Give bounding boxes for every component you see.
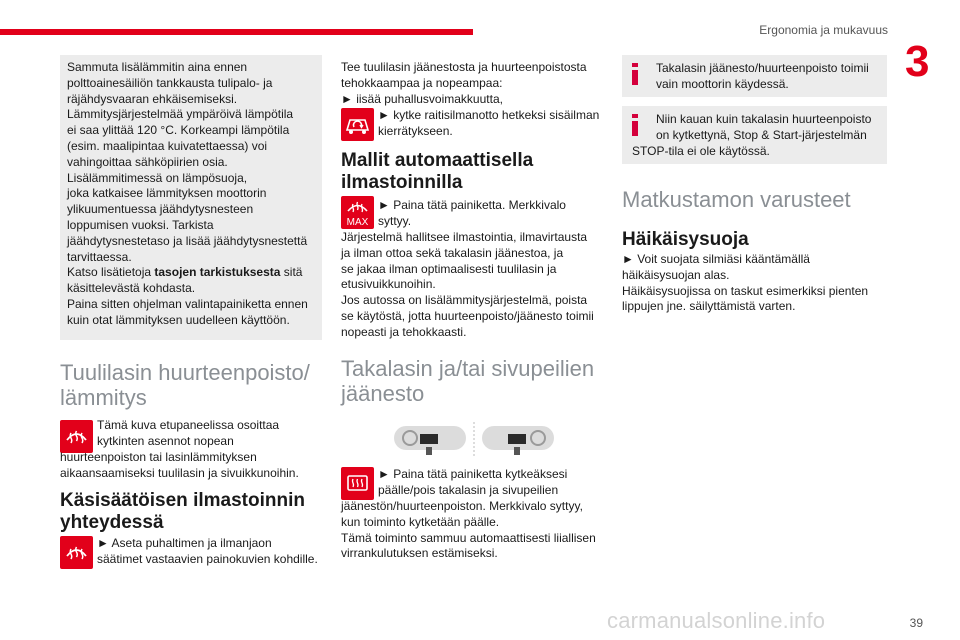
warning-box (60, 55, 322, 340)
info-box-rear-engine (622, 55, 887, 97)
visor-line: ► Voit suojata silmiäsi kääntämällä (622, 252, 810, 266)
recirculation-icon (341, 108, 374, 141)
warning-line: tarvittaessa. (67, 249, 132, 264)
warning-line: Paina sitten ohjelman valintapainiketta ennen (67, 296, 308, 311)
auto-line: se käytöstä, jotta huurteenpoisto/jäänesto toimii (341, 308, 594, 323)
rear-line: jäänestön/huurteenpoiston. Merkkivalo syttyy, (341, 499, 583, 513)
info-box-stop-start (622, 106, 887, 164)
info-line: Niin kauan kuin takalasin huurteenpoisto (656, 112, 872, 126)
col2-icon-text-1: ► kytke raitisilmanotto hetkeksi sisäilman (378, 108, 600, 122)
header-accent-bar (0, 29, 473, 35)
col2-text-3: ► iisää puhallusvoimakkuutta, (341, 92, 503, 106)
title-line: Mallit automaattisella (341, 150, 534, 171)
sun-visor-title: Häikäisysuoja (622, 229, 749, 250)
col2-icon-text-2: kierrätykseen. (378, 124, 453, 138)
warning-line: räjähdysvaaran ehkäisemiseksi. (67, 91, 238, 106)
windscreen-text-3: huurteenpoiston tai lasinlämmityksen (60, 450, 257, 464)
col2-text-1: Tee tuulilasin jäänestosta ja huurteenpoistosta (341, 60, 587, 74)
warning-line: jäähdytysnestetaso ja lisää jäähdytysnestettä (67, 233, 308, 248)
max-defrost-icon (341, 196, 374, 229)
warning-line: ylikuumentuessa jäähdytysnesteen (67, 202, 254, 217)
warning-line: joka katkaisee lämmityksen moottorin (67, 186, 267, 201)
rear-defrost-icon (341, 467, 374, 500)
warning-line: loppumisen vuoksi. Tarkista (67, 217, 214, 232)
auto-body (341, 230, 594, 341)
front-defrost-icon (60, 420, 93, 453)
auto-icon-text-1: ► Paina tätä painiketta. Merkkivalo (378, 198, 566, 212)
dashboard-button-illustration (392, 420, 556, 460)
rear-line: Tämä toiminto sammuu automaattisesti liiallisen (341, 530, 596, 545)
ref-suffix: sitä (280, 265, 303, 280)
recirculation-icon-wrap (341, 108, 374, 141)
visor-line: lippujen jne. säilyttämistä varten. (622, 299, 796, 314)
col2-text-2: tehokkaampaa ja nopeampaa: (341, 76, 503, 90)
warning-line: Lämmitysjärjestelmää ympäröivä lämpötila (67, 107, 294, 122)
title-line: ilmastoinnilla (341, 172, 463, 193)
rear-line: virrankulutuksen estämiseksi. (341, 546, 498, 561)
title-line: Tuulilasin huurteenpoisto/ (60, 360, 310, 385)
chapter-number: 3 (905, 37, 930, 86)
rear-line: kun toiminto kytketään päälle. (341, 514, 500, 529)
warning-line: Lisälämmitimessä on lämpösuoja, (67, 170, 248, 185)
warning-line: käsittelevästä kohdasta. (67, 281, 196, 296)
warning-line: polttoainesäiliön tankkausta tulipalo- ja (67, 75, 273, 90)
sun-visor-body (622, 252, 868, 315)
warning-line: ei saa ylittää 120 °C. Korkeampi lämpötila (67, 123, 290, 138)
max-label: MAX (346, 217, 369, 228)
auto-icon-text-2: syttyy. (378, 214, 412, 228)
front-defrost-icon (60, 536, 93, 569)
auto-climate-title (341, 150, 533, 194)
max-icon-wrap (341, 196, 374, 229)
rear-icon-text-1: ► Paina tätä painiketta kytkeäksesi (378, 467, 568, 481)
auto-line: Jos autossa on lisälämmitysjärjestelmä, poista (341, 293, 588, 308)
rear-body (341, 499, 596, 562)
watermark: carmanualsonline.info (607, 608, 826, 633)
rear-icon-wrap (341, 467, 374, 500)
warning-line: (esim. maalipintaa kuivatettaessa) voi (67, 138, 268, 153)
windscreen-text-1: Tämä kuva etupaneelissa osoittaa (97, 418, 280, 432)
auto-line: ja ilman ottoa sekä takalasin jäänestoa, ja (341, 245, 564, 260)
info-line: Takalasin jäänesto/huurteenpoisto toimii (656, 61, 869, 75)
info-line: STOP-tila ei ole käytössä. (632, 143, 770, 158)
visor-line: häikäisysuojan alas. (622, 267, 730, 282)
warning-line: vahingoittaa sähköpiirien osia. (67, 154, 228, 169)
title-line: Käsisäätöisen ilmastoinnin (60, 490, 305, 511)
warning-reference (67, 265, 315, 281)
info-icon (632, 114, 638, 136)
ref-link[interactable]: tasojen tarkistuksesta (154, 265, 281, 280)
manual-climate-text-1: ► Aseta puhaltimen ja ilmanjaon (97, 536, 272, 550)
title-line: lämmitys (60, 385, 147, 410)
windscreen-text-2: kytkinten asennot nopean (97, 434, 234, 448)
title-line: Takalasin ja/tai sivupeilien (341, 356, 595, 381)
ref-prefix: Katso lisätietoja (67, 265, 155, 280)
warning-line: kuin otat lämmityksen uudelleen käyttöön. (67, 312, 290, 327)
windscreen-title (60, 360, 310, 410)
header-title: Ergonomia ja mukavuus (759, 23, 888, 37)
warning-line: Sammuta lisälämmitin aina ennen (67, 60, 248, 74)
info-icon (632, 63, 638, 85)
windscreen-icon (60, 420, 93, 453)
manual-climate-text-2: säätimet vastaavien painokuvien kohdille. (97, 552, 318, 566)
title-line: jäänesto (341, 381, 425, 406)
visor-line: Häikäisysuojissa on taskut esimerkiksi pienten (622, 283, 869, 298)
auto-line: nopeasti ja tehokkaasti. (341, 324, 467, 339)
auto-line: se jakaa ilman optimaalisesti tuulilasin ja (341, 261, 557, 276)
cabin-equipment-title: Matkustamon varusteet (622, 187, 851, 212)
auto-line: etusivuikkunoihin. (341, 277, 436, 292)
rear-defrost-title (341, 356, 594, 406)
auto-line: Järjestelmä hallitsee ilmastointia, ilmavirtausta (341, 230, 588, 244)
rear-icon-text-2: päälle/pois takalasin ja sivupeilien (378, 483, 559, 497)
windscreen-text-4: aikaansaamiseksi tuulilasin ja sivuikkunoihin. (60, 466, 299, 480)
title-line: yhteydessä (60, 512, 164, 533)
info-line: vain moottorin käydessä. (656, 76, 789, 91)
info-line: on kytkettynä, Stop & Start-järjestelmän (656, 127, 867, 142)
manual-climate-title (60, 490, 305, 534)
page-number: 39 (909, 616, 923, 630)
manual-climate-icon (60, 536, 93, 569)
